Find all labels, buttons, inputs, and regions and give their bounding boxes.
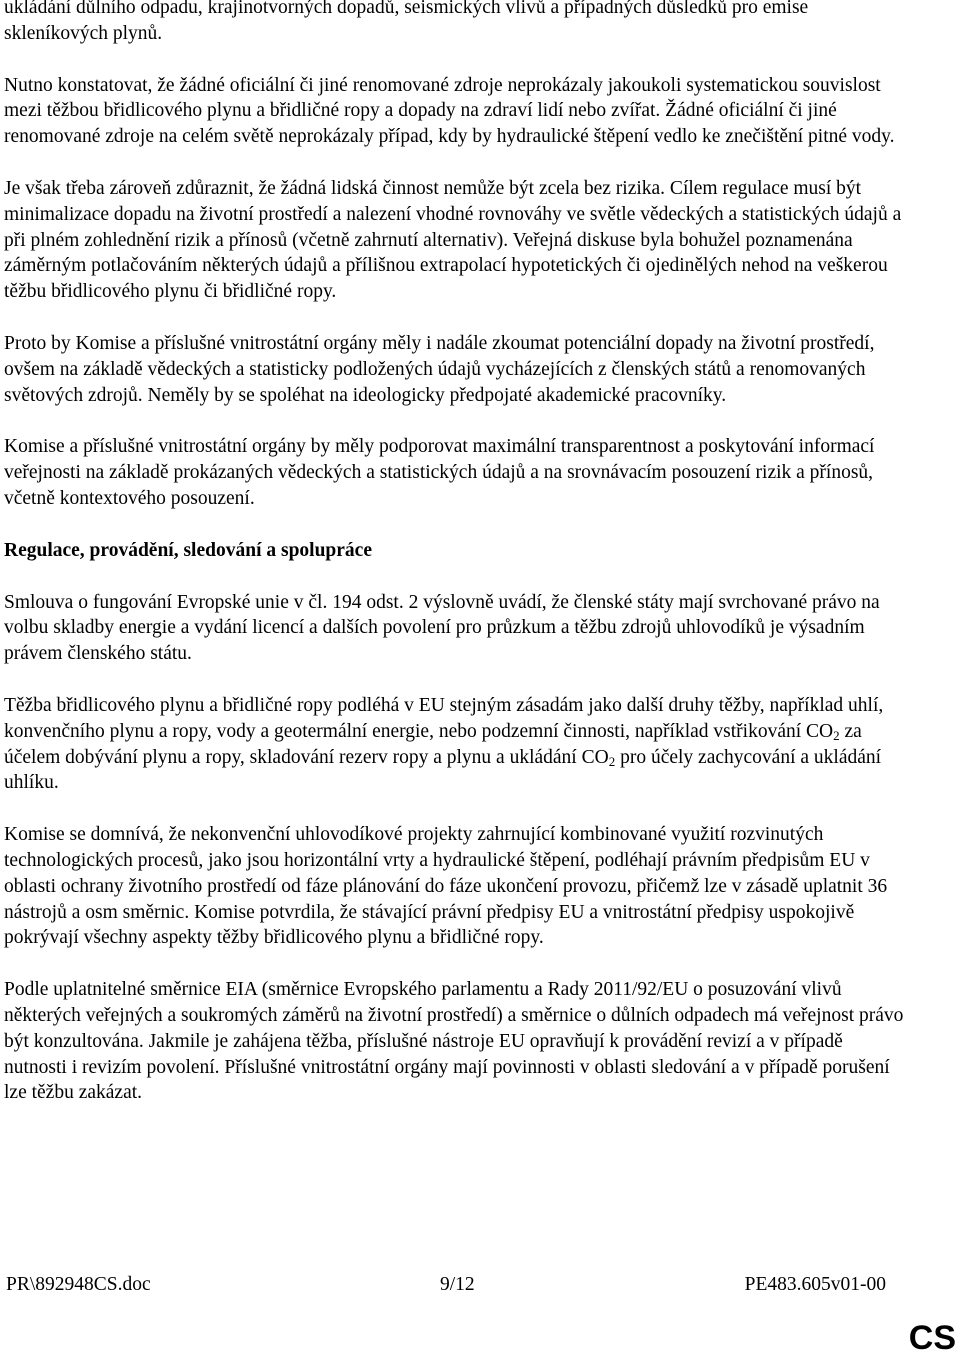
- paragraph-text: Smlouva o fungování Evropské unie v čl. 194 odst. 2 výslovně uvádí, že členské státy mají svrchované právo na volbu skladby energie a vydání licencí a dalších povolení pro průzkum a těžbu zdrojů uhlovodíků je výsadním právem členského státu.: [4, 591, 880, 665]
- page-footer: [6, 1272, 886, 1298]
- paragraph: [4, 977, 909, 1106]
- paragraph-text: ukládání důlního odpadu, krajinotvorných dopadů, seismických vlivů a případných důsledků pro emise skleníkových plynů.: [4, 0, 809, 44]
- paragraph: [4, 822, 909, 951]
- paragraph-text: Je však třeba zároveň zdůraznit, že žádná lidská činnost nemůže být zcela bez rizika. Cílem regulace musí být minimalizace dopadu na životní prostředí a nalezení vhodné rovnováhy ve světle vědeckých a statistických údajů a při plném zohlednění rizik a přínosů (včetně zahrnutí alternativ). Veřejná diskuse byla bohužel poznamenána záměrným potlačováním některých údajů a přílišnou extrapolací hypotetických či ojedinělých nehod na veškerou těžbu břidlicového plynu či břidličné ropy.: [4, 177, 902, 303]
- paragraph-text: Podle uplatnitelné směrnice EIA (směrnice Evropského parlamentu a Rady 2011/92/EU o posuzování vlivů některých veřejných a soukromých záměrů na životní prostředí) a směrnice o důlních odpadech má veřejnost právo být konzultována. Jakmile je zahájena těžba, příslušné nástroje EU opravňují k provádění revizí a v případě nutnosti i revizím povolení. Příslušné vnitrostátní orgány mají povinnosti v oblasti sledování a v případě porušení lze těžbu zakázat.: [4, 979, 904, 1104]
- paragraph: [4, 176, 909, 305]
- paragraph-text: Komise a příslušné vnitrostátní orgány by měly podporovat maximální transparentnost a poskytování informací veřejnosti na základě prokázaných vědeckých a statistických údajů a na srovnávacím posouzení rizik a přínosů, včetně kontextového posouzení.: [4, 436, 875, 509]
- paragraph: [4, 331, 909, 408]
- footer-reference: PE483.605v01-00: [744, 1274, 886, 1295]
- paragraph-text: Proto by Komise a příslušné vnitrostátní orgány měly i nadále zkoumat potenciální dopady na životní prostředí, ovšem na základě vědeckých a statisticky podložených údajů vycházejících z členských států a renomovaných světových zdrojů. Neměly by se spoléhat na ideologicky předpojaté akademické pracovníky.: [4, 332, 875, 406]
- paragraph: [4, 693, 909, 796]
- footer-page-number: 9/12: [440, 1274, 475, 1295]
- subscript: 2: [833, 727, 840, 743]
- footer-document-id: PR\892948CS.doc: [6, 1274, 151, 1295]
- paragraph: [4, 434, 909, 511]
- subscript: 2: [608, 753, 616, 769]
- paragraph: [4, 73, 909, 150]
- paragraph-text: pro účely zachycování a ukládání uhlíku.: [4, 746, 882, 794]
- document-body: [4, 0, 909, 1132]
- paragraph-text: Těžba břidlicového plynu a břidličné ropy podléhá v EU stejným zásadám jako další druhy těžby, například uhlí, konvenčního plynu a ropy, vody a geotermální energie, nebo podzemní činnosti, například vstřikování CO: [4, 694, 884, 742]
- paragraph: [4, 0, 909, 47]
- paragraph: [4, 590, 909, 667]
- language-badge: CS: [908, 1319, 956, 1357]
- paragraph-text: Komise se domnívá, že nekonvenční uhlovodíkové projekty zahrnující kombinované využití rozvinutých technologických procesů, jako jsou horizontální vrty a hydraulické štěpení, podléhají právním předpisům EU v oblasti ochrany životního prostředí od fáze plánování do fáze ukončení provozu, přičemž lze v zásadě uplatnit 36 nástrojů a osm směrnic. Komise potvrdila, že stávající právní předpisy EU a vnitrostátní předpisy uspokojivě pokrývají všechny aspekty těžby břidlicového plynu a břidličné ropy.: [4, 824, 888, 949]
- section-heading: Regulace, provádění, sledování a spolupráce: [4, 539, 372, 561]
- paragraph-text: za účelem dobývání plynu a ropy, skladování rezerv ropy a plynu a ukládání CO: [4, 720, 862, 768]
- paragraph-text: Nutno konstatovat, že žádné oficiální či jiné renomované zdroje neprokázaly jakoukoli systematickou souvislost mezi těžbou břidlicového plynu a břidličné ropy a dopady na zdraví lidí nebo zvířat. Žádné oficiální či jiné renomované zdroje na celém světě neprokázaly případ, kdy by hydraulické štěpení vedlo ke znečištění pitné vody.: [4, 74, 895, 148]
